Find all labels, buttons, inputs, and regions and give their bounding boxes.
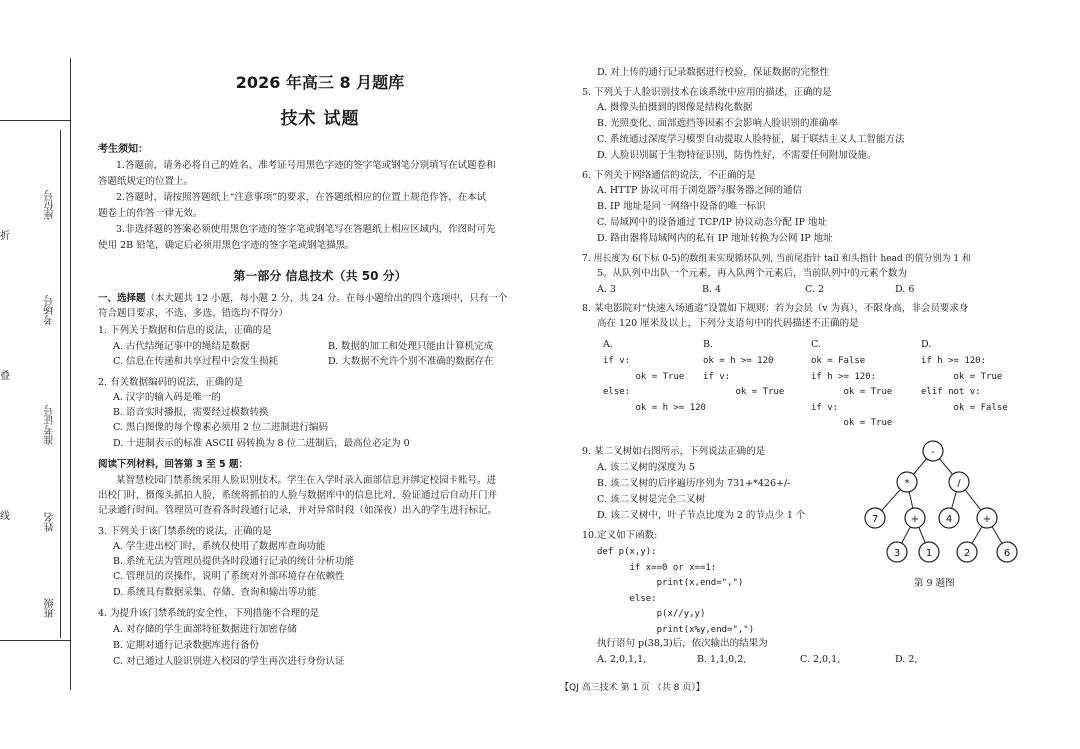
- q6-option-c: C. 局域网中的设备通过 TCP/IP 协议动态分配 IP 地址: [597, 217, 828, 228]
- stack-mark: 叠: [0, 371, 10, 382]
- q2-option-b: B. 语音实时播报，需要经过模数转换: [113, 407, 269, 418]
- tree-label-7: 7: [871, 514, 879, 525]
- part1-title: 第一部分 信息技术（共 50 分）: [233, 269, 407, 283]
- q10-option-d: D. 2,: [895, 654, 918, 665]
- q2-option-d: D. 十进制表示的标准 ASCII 码转换为 8 位二进制后，最高位必定为 0: [113, 438, 410, 449]
- q1-option-c: C. 信息在传递和共享过程中会发生损耗: [113, 356, 278, 367]
- tree-label-4: 4: [945, 514, 953, 525]
- q3-option-a: A. 学生进出校门时，系统仅使用了数据库查询功能: [113, 541, 326, 552]
- q9-binary-tree-figure: [855, 432, 1035, 572]
- notice-line-3: 2.答题时，请按照答题纸上“注意事项”的要求，在答题纸相应的位置上规范作答，在本试: [116, 192, 487, 203]
- page-footer: 【QJ 高三技术 第 1 页 （共 8 页）】: [560, 683, 705, 693]
- q4-option-d: D. 对上传的通行记录数据进行校验，保证数据的完整性: [597, 67, 829, 78]
- q2-option-c: C. 黑白图像的每个像素必须用 2 位二进制进行编码: [113, 422, 329, 433]
- tree-label-div: /: [957, 478, 961, 489]
- q8-option-d-label: D.: [921, 339, 932, 350]
- notice-line-4: 题卷上的作答一律无效。: [98, 208, 203, 219]
- tree-label-1: 1: [925, 548, 933, 559]
- mcq-intro-text: （本大题共 12 小题，每小题 2 分，共 24 分。在每小题给出的四个选项中，只有一个: [145, 293, 508, 304]
- q8-stem-2: 高在 120 厘米及以上，下列分支语句中的代码描述不正确的是: [597, 318, 859, 329]
- q2-option-a: A. 汉字的输入码是唯一的: [113, 392, 221, 403]
- reading-heading: 阅读下列材料，回答第 3 至 5 题：: [98, 459, 248, 470]
- q6-stem: 6. 下列关于网络通信的说法，不正确的是: [582, 170, 756, 181]
- exam-title: 2026 年高三 8 月题库: [235, 73, 405, 92]
- q9-figure-caption: 第 9 题图: [914, 578, 955, 589]
- q4-option-b: B. 定期对通行记录数据库进行备份: [113, 640, 260, 651]
- q8-option-d-code: if h >= 120: ok = True elif not v: ok = False: [921, 356, 1008, 413]
- q4-stem: 4. 为提升该门禁系统的安全性，下列措施不合理的是: [98, 608, 320, 619]
- q1-option-b: B. 数据的加工和处理只能由计算机完成: [328, 341, 494, 352]
- q4-option-a: A. 对存储的学生面部特征数据进行加密存储: [113, 624, 297, 635]
- fold-mark: 折: [0, 231, 10, 242]
- q6-option-d: D. 路由器将局域网内的私有 IP 地址转换为公网 IP 地址: [597, 233, 833, 244]
- q8-option-c-code: ok = False if h >= 120: ok = True if v: ok = True: [811, 356, 893, 428]
- q10-option-a: A. 2,0,1,1,: [597, 654, 647, 665]
- q10-option-b: B. 1,1,0,2,: [697, 654, 747, 665]
- seat-number-label: 座位号: [45, 190, 56, 220]
- exam-room-label: 考场号: [45, 295, 56, 325]
- q9-option-b: B. 该二叉树的后序遍历序列为 731+*426+/-: [597, 478, 791, 489]
- q7-option-b: B. 4: [702, 284, 722, 295]
- q8-option-b-label: B.: [703, 339, 714, 350]
- tree-label-root: -: [931, 447, 935, 458]
- q8-option-c-label: C.: [811, 339, 821, 350]
- q7-option-c: C. 2: [805, 284, 825, 295]
- name-label: 姓名: [45, 512, 56, 532]
- q7-stem-2: 5。从队列中出队一个元素，再入队两个元素后，当前队列中的元素个数为: [597, 268, 908, 279]
- reading-line-1: 某智慧校园门禁系统采用人脸识别技术。学生在入学时录入面部信息并绑定校园卡账号。进: [116, 475, 497, 486]
- q4-option-c: C. 对已通过人脸识别进入校园的学生再次进行身份认证: [113, 656, 345, 667]
- tree-label-3: 3: [893, 548, 901, 559]
- notice-line-1: 1.答题前，请务必将自己的姓名、准考证号用黑色字迹的签字笔或钢笔分别填写在试题卷和: [116, 160, 496, 171]
- q5-stem: 5. 下列关于人脸识别技术在该系统中应用的描述，正确的是: [582, 87, 832, 98]
- mcq-intro-bold: 一、选择题: [98, 293, 146, 304]
- q7-stem-1: 7. 用长度为 6(下标 0-5)的数组来实现循环队列, 当前尾指针 tail 和头指针 head 的值分别为 1 和: [582, 254, 972, 264]
- q6-option-a: A. HTTP 协议可用于浏览器与服务器之间的通信: [597, 185, 802, 196]
- q1-option-d: D. 大数据不允许个别不准确的数据存在: [328, 356, 494, 367]
- mcq-intro: [98, 293, 507, 306]
- tree-label-plus-right: +: [982, 514, 992, 525]
- margin-dashed-line: [70, 58, 71, 690]
- q5-option-a: A. 摄像头拍摄到的图像是结构化数据: [597, 102, 753, 113]
- class-label: 班级: [45, 598, 56, 618]
- margin-frame-top: [0, 120, 70, 121]
- q9-stem: 9. 某二叉树如右图所示，下列说法正确的是: [582, 446, 766, 457]
- mcq-intro-2: 符合题目要求，不选、多选、错选均不得分）: [98, 308, 289, 319]
- q10-code: def p(x,y): if x==0 or x==1: print(x,end=",") else: p(x//y,y) print(x%y,end=","): [597, 547, 755, 635]
- q1-stem: 1. 下列关于数据和信息的说法，正确的是: [98, 325, 272, 336]
- q8-option-b-code: ok = h >= 120 if v: ok = True: [703, 356, 785, 397]
- q10-call: 执行语句 p(38,3)后，依次输出的结果为: [597, 638, 768, 649]
- q5-option-c: C. 系统通过深度学习模型自动提取人脸特征，属于联结主义人工智能方法: [597, 134, 905, 145]
- notice-heading: 考生须知：: [98, 144, 148, 155]
- q9-option-c: C. 该二叉树是完全二叉树: [597, 494, 705, 505]
- tree-label-6: 6: [1003, 548, 1011, 559]
- tree-label-2: 2: [963, 548, 971, 559]
- q5-option-d: D. 人脸识别属于生物特征识别，防伪性好，不需要任何附加设施。: [597, 150, 877, 161]
- q1-option-a: A. 古代结绳记事中的绳结是数据: [113, 341, 250, 352]
- q6-option-b: B. IP 地址是同一网络中设备的唯一标识: [597, 201, 766, 212]
- notice-line-6: 使用 2B 铅笔，确定后必须用黑色字迹的签字笔或钢笔描黑。: [98, 240, 355, 251]
- q2-stem: 2. 有关数据编码的说法，正确的是: [98, 377, 244, 388]
- q9-option-a: A. 该二叉树的深度为 5: [597, 462, 695, 473]
- ticket-number-label: 准考证号: [45, 405, 56, 445]
- q7-option-a: A. 3: [597, 284, 616, 295]
- q8-option-a-code: if v: ok = True else: ok = h >= 120: [603, 356, 706, 413]
- q8-stem-1: 8. 某电影院对“快速入场通道”设置如下规则：若为会员（v 为真），不限身高，非会员要求身: [582, 303, 969, 314]
- reading-line-2: 出校门时，摄像头抓拍人脸，系统将抓拍的人脸与数据库中的信息比对，验证通过后自动开门并: [98, 490, 498, 501]
- line-mark: 线: [0, 511, 10, 522]
- q10-option-c: C. 2,0,1,: [800, 654, 841, 665]
- q8-option-a-label: A.: [603, 339, 613, 350]
- margin-inner-line: [60, 130, 61, 638]
- q5-option-b: B. 光照变化、面部遮挡等因素不会影响人脸识别的准确率: [597, 118, 839, 129]
- q3-stem: 3. 下列关于该门禁系统的说法，正确的是: [98, 526, 272, 537]
- q3-option-b: B. 系统无法为管理员提供各时段通行记录的统计分析功能: [113, 556, 355, 567]
- q3-option-c: C. 管理员的误操作，说明了系统对外部环境存在依赖性: [113, 571, 345, 582]
- margin-frame-bottom: [0, 640, 70, 641]
- q9-option-d: D. 该二叉树中，叶子节点比度为 2 的节点少 1 个: [597, 510, 806, 521]
- notice-line-2: 答题纸规定的位置上。: [98, 176, 194, 187]
- q3-option-d: D. 系统具有数据采集、存储、查询和输出等功能: [113, 587, 317, 598]
- tree-label-plus-left: +: [910, 514, 920, 525]
- notice-line-5: 3.非选择题的答案必须使用黑色字迹的签字笔或钢笔写在答题纸上相应区域内，作图时可先: [116, 224, 496, 235]
- exam-subtitle: 技术 试题: [280, 109, 360, 129]
- tree-label-mul: *: [904, 478, 910, 489]
- q7-option-d: D. 6: [895, 284, 915, 295]
- q10-stem: 10.定义如下函数:: [582, 530, 658, 541]
- reading-line-3: 记录通行时间。管理员可查看各时段通行记录，并对异常时段（如深夜）出入的学生进行标记。: [98, 505, 498, 516]
